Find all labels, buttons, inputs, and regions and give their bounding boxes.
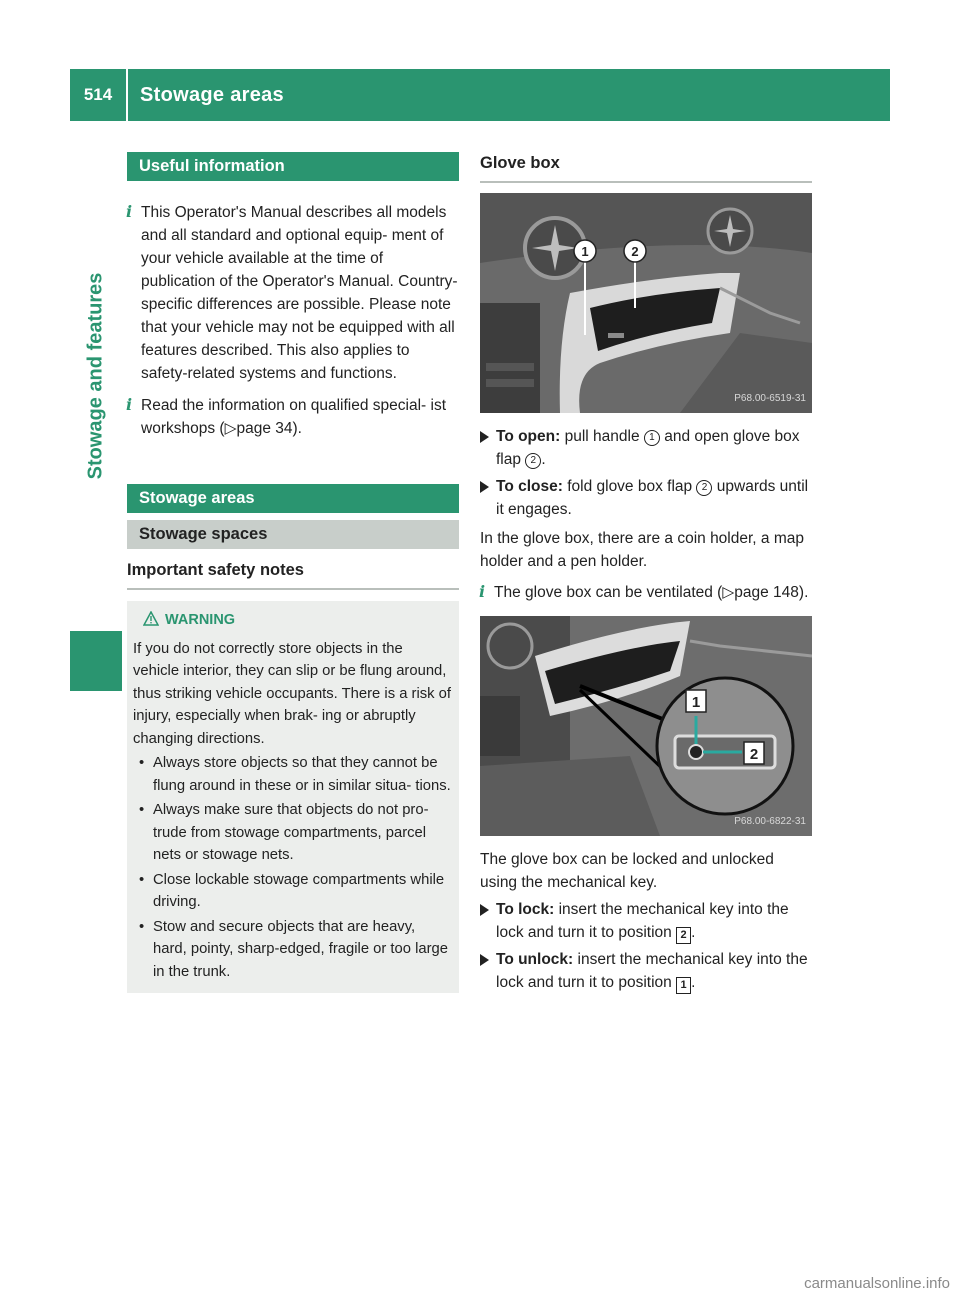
step-arrow-icon [480, 481, 489, 493]
callout-ref-2: 2 [525, 453, 541, 469]
page-ref-link[interactable]: page 148). [734, 584, 809, 601]
figure-credit: P68.00-6822-31 [734, 816, 806, 827]
callout-ref-1: 1 [644, 430, 660, 446]
chapter-label: Stowage and features [84, 272, 107, 480]
list-item: • Always store objects so that they cannot be flung around in these or in similar situa- tions. [133, 752, 451, 797]
page-ref-arrow-icon: ▷ [224, 420, 237, 437]
header-divider [126, 69, 128, 121]
list-item: • Always make sure that objects do not pro- trude from stowage compartments, parcel nets or stowage nets. [133, 799, 451, 867]
page-ref-link[interactable]: page 34). [236, 420, 302, 437]
warning-list [133, 752, 451, 983]
step-lock: To lock: insert the mechanical key into the lock and turn it to position 2 . [480, 898, 812, 944]
callout-1: 1 [691, 694, 701, 711]
bullet-icon: • [139, 871, 145, 888]
page-header [70, 69, 890, 121]
step-open: To open: pull handle 1 and open glove box flap 2 . [480, 425, 812, 471]
bullet-icon: • [139, 755, 145, 771]
position-2-ref: 2 [676, 927, 691, 944]
info-paragraph-ventilation: i The glove box can be ventilated (▷page 148). [479, 582, 809, 601]
glove-box-lock-illustration [480, 616, 812, 836]
info-paragraph-workshops: i Read the information on qualified special- ist workshops (▷page 34). [126, 395, 447, 437]
bullet-icon: • [139, 802, 145, 818]
right-column [480, 152, 812, 994]
stowage-spaces-heading: Stowage spaces [127, 520, 459, 549]
useful-info-heading: Useful information [127, 152, 459, 181]
stowage-areas-heading: Stowage areas [127, 484, 459, 513]
callout-ref-2: 2 [696, 480, 712, 496]
callout-2: 2 [749, 746, 759, 763]
glove-box-lock-photo [480, 616, 812, 836]
warning-heading: WARNING [143, 609, 451, 634]
callout-1: 1 [581, 244, 589, 259]
figure-credit: P68.00-6519-31 [734, 393, 806, 404]
holders-paragraph: In the glove box, there are a coin holder, a map holder and a pen holder. [480, 530, 804, 570]
page-ref-arrow-icon: ▷ [722, 584, 735, 601]
callout-2: 2 [631, 244, 639, 259]
position-1-ref: 1 [676, 977, 691, 994]
step-close: To close: fold glove box flap 2 upwards until it engages. [480, 475, 812, 521]
info-icon: i [126, 202, 133, 221]
list-item: • Stow and secure objects that are heavy, hard, pointy, sharp-edged, fragile or too large in the trunk. [133, 916, 451, 984]
step-arrow-icon [480, 904, 489, 916]
info-icon: i [126, 395, 133, 414]
page-number: 514 [83, 85, 113, 104]
safety-notes-heading: Important safety notes [127, 555, 459, 590]
section-title: Stowage areas [140, 84, 284, 106]
chapter-tab [70, 631, 122, 691]
step-arrow-icon [480, 431, 489, 443]
info-paragraph-manual: i This Operator's Manual describes all models and all standard and optional equip- ment of your vehicle available at the time of publication of the Operator's Manual. Country-specific differences are possible. Please note that your vehicle may not be equipped with all features described. This also applies to safety-related systems and functions. [126, 202, 458, 382]
step-arrow-icon [480, 954, 489, 966]
bullet-icon: • [139, 918, 145, 935]
warning-triangle-icon [143, 611, 159, 634]
glove-box-photo [480, 193, 812, 413]
list-item: • Close lockable stowage compartments while driving. [133, 869, 451, 914]
site-watermark: carmanualsonline.info [804, 1275, 950, 1292]
glove-box-illustration [480, 193, 812, 413]
warning-intro: If you do not correctly store objects in the vehicle interior, they can slip or be flung around, thus striking vehicle occupants. There is a risk of injury, especially when brak- ing or abruptly changing directions. [133, 640, 452, 747]
lock-paragraph: The glove box can be locked and unlocked using the mechanical key. [480, 851, 774, 891]
step-unlock: To unlock: insert the mechanical key into the lock and turn it to position 1 . [480, 948, 812, 994]
warning-box [127, 601, 459, 993]
chapter-sidebar [70, 121, 122, 691]
glove-box-heading: Glove box [480, 152, 812, 183]
info-icon: i [479, 582, 486, 601]
left-column [127, 152, 459, 993]
